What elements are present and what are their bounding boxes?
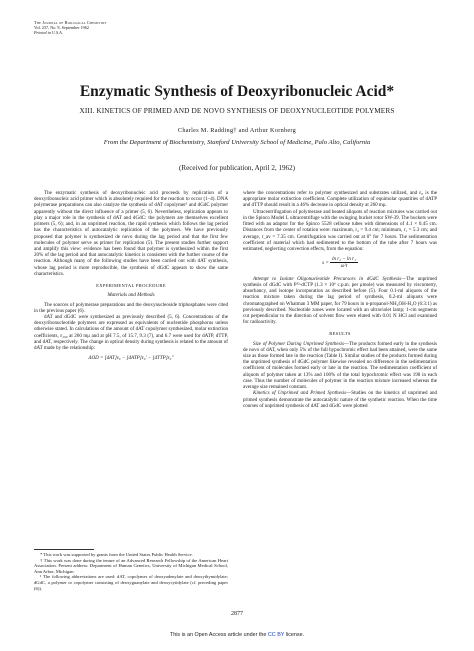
equation-lhs: s = bbox=[322, 260, 329, 267]
license-prefix: This is an Open Access article under the bbox=[169, 632, 267, 638]
footnote: † This work was done during the tenure of an Advanced Research Fellowship of the American Heart Association. Present address: Department of Human Genetics, University of Michigan Medical School, Ann Arbor, Michigan bbox=[34, 557, 228, 574]
body-paragraph: Ultracentrifugation of polymerase and heated aliquots of reaction mixtures was carried out in the Spinco Model L ultracentrifuge with the swinging bucket rotor SW-39. The buckets were fitted with an adaptor for the Spinco 5528 celluose tubes with dimensions of 4.1 × 0.45 cm. Distances from the center of rotation were: maximum, r₂ = 9.4 cm; minimum, r₁ = 5.3 cm; and average, r_av = 7.35 cm. Centrifugation was carried out at 0° for 7 hours. The sedimentation coefficient of material which had sedimented to the bottom of the tube after 7 hours was estimated, neglecting convection effects, from the equation: bbox=[243, 208, 437, 252]
open-access-notice bbox=[0, 632, 474, 638]
equation: ΔOD = [dAT]ε₀ − [dATP]ε₀′ − [dTTP]ε₀″ bbox=[88, 355, 174, 362]
license-link[interactable]: CC BY bbox=[267, 632, 285, 638]
journal-header bbox=[34, 20, 107, 36]
body-paragraph: where the concentrations refer to polymer synthesized and substrates utilized, and ε₀ is the appropriate molar extinction coefficient. Complete utilization of equimolar quantities of dATP and dTTP should result in a 46% decrease in optical density at 260 mμ. bbox=[243, 190, 437, 209]
body-paragraph bbox=[243, 276, 437, 326]
right-column bbox=[243, 190, 437, 409]
article-subtitle: XIII. KINETICS OF PRIMED AND DE NOVO SYNTHESIS OF DEOXYNUCLEOTIDE POLYMERS bbox=[79, 106, 395, 115]
paragraph-heading: Kinetics of Unprimed and Primed Synthesis bbox=[253, 390, 347, 397]
subsection-heading: Materials and Methods bbox=[107, 292, 155, 299]
equation-fraction bbox=[330, 256, 358, 269]
received-date: (Received for publication, April 2, 1962) bbox=[178, 164, 296, 172]
journal-name: The Journal of Biological Chemistry bbox=[34, 20, 107, 25]
paragraph-heading: Attempt to Isolate Oligonucleotide Precursors in dGdC Synthesis bbox=[253, 275, 402, 282]
paragraph-text: —Studies on the kinetics of unprimed and primed synthesis demonstrate the autocatalytic nature of the synthetic reaction. When the time courses of unprimed synthesis of dAT and dGdC were plotted bbox=[243, 390, 437, 409]
section-heading: EXPERIMENTAL PROCEDURE bbox=[96, 283, 166, 289]
equation-denominator: ω²t bbox=[340, 263, 348, 270]
results-heading: RESULTS bbox=[329, 331, 351, 337]
page-number: 2877 bbox=[231, 611, 243, 617]
left-column bbox=[34, 190, 228, 367]
paragraph-heading: Size of Polymer During Unprimed Synthesis bbox=[253, 340, 344, 347]
paragraph-text: —The unprimed synthesis of dGdC with P³²-dCTP (1.3 × 10⁶ c.p.m. per μmole) was measured by viscometry, absorbancy, and isotope incorporation as described before (5). Four 0.1-ml aliquots of the reaction mixture taken during the lag period of synthesis, 0.2-ml aliquots were chromatographed on Whatman 3 MM paper, for 79 hours in n-propanol-NH₄OH-H₂O (6:3:1) as previously described. Nucleotide zones were located with an ultraviolet lamp; 1-cm segments cut perpendicular to the direction of solvent flow were eluted with 0.01 N HCl and examined for radioactivity. bbox=[243, 275, 438, 326]
journal-printed: Printed in U.S.A. bbox=[34, 30, 63, 36]
article-affiliation: From the Department of Biochemistry, Stanford University School of Medicine, Palo Alto, California bbox=[103, 139, 371, 146]
paragraph-text: —The products formed early in the synthesis de novo of dAT, when only 5% of the full hypochromic effect had been attained, were the same size as those formed late in the reaction (Table I). Similar studies of the products formed during the unprimed synthesis of dGdC polymer likewise revealed no difference in the sedimentation coefficient of molecules formed early or late in the reaction. The sedimentation coefficient of aliquots of polymer taken at 13% and 100% of the total hypochromic effect was 198 in each case. Thus the number of molecules of polymer in the reaction mixture increased whereas the average size remained constant. bbox=[243, 340, 438, 391]
methods-paragraph: dAT and dGdC were synthesized as previously described (5, 6). Concentrations of the deoxyribonucleotide polymers are expressed as equivalents of nucleotide phosphorus unless otherwise stated. In calculations of the amount of dAT copolymer synthesized, molar extinction coefficients, ε₂₆₀ at 260 mμ and at pH 7.5, of 15.7, 9.3 (7), and 6.7 were used for dATP, dTTP, and dAT, respectively. The change in optical density during synthesis is related to the amount of dAT made by the relationship: bbox=[34, 313, 228, 352]
footnotes bbox=[34, 552, 228, 591]
footnote-divider bbox=[34, 549, 94, 550]
methods-paragraph: The sources of polymerase preparations and the deoxynucleoside triphosphates were cited in the previous paper (6). bbox=[34, 301, 228, 314]
license-suffix: license. bbox=[285, 632, 305, 638]
article-authors: Charles M. Radding† and Arthur Kornberg bbox=[177, 127, 297, 134]
body-paragraph bbox=[243, 341, 437, 391]
body-paragraph bbox=[243, 390, 437, 409]
footnote: ¹ The following abbreviations are used: dAT, copolymer of deoxyadenylate and deoxythymidylate; dGdC, a polymer or copolymer consisting of deoxyguanylate and deoxycytidylate (cf. preceding paper (6)). bbox=[34, 574, 228, 591]
intro-paragraph: The enzymatic synthesis of deoxyribonucleic acid proceeds by replication of a deoxyribonucleic acid primer which is absolutely required for the reaction to occur (1–4). DNA polymerase preparations can also catalyze the synthesis of dAT copolymer¹ and dGdC polymer apparently without the direct influence of a primer (5, 6). Nevertheless, replication appears to play a major role in the synthesis of dAT and dGdC: the polymers are themselves excellent primers (5, 6); and, in an unprimed reaction, the rapid synthesis which follows the lag period has the characteristics of autocatalytic replication of the polymers. We have previously proposed that polymer is synthesized de novo during the lag period and that the first few molecules of polymer serve as primer for replication (5). The present studies further support and amplify this view: evidence has been found that polymer is synthesized within the first 20% of the lag period and that autocatalytic kinetics is consistent with the further course of the reaction. Although many of the following studies have been carried out with dAT synthesis, whose lag period is more reproducible, the synthesis of dGdC appears to show the same characteristics. bbox=[34, 190, 228, 277]
equation-numerator: ln r₂ − ln r₁ bbox=[332, 256, 356, 263]
article-title: Enzymatic Synthesis of Deoxyribonucleic Acid* bbox=[79, 83, 395, 100]
journal-volume: Vol. 237, No. 9, September 1962 bbox=[34, 25, 89, 31]
footnote: * This work was supported by grants from the United States Public Health Service. bbox=[40, 552, 193, 557]
sedimentation-equation bbox=[243, 256, 437, 269]
